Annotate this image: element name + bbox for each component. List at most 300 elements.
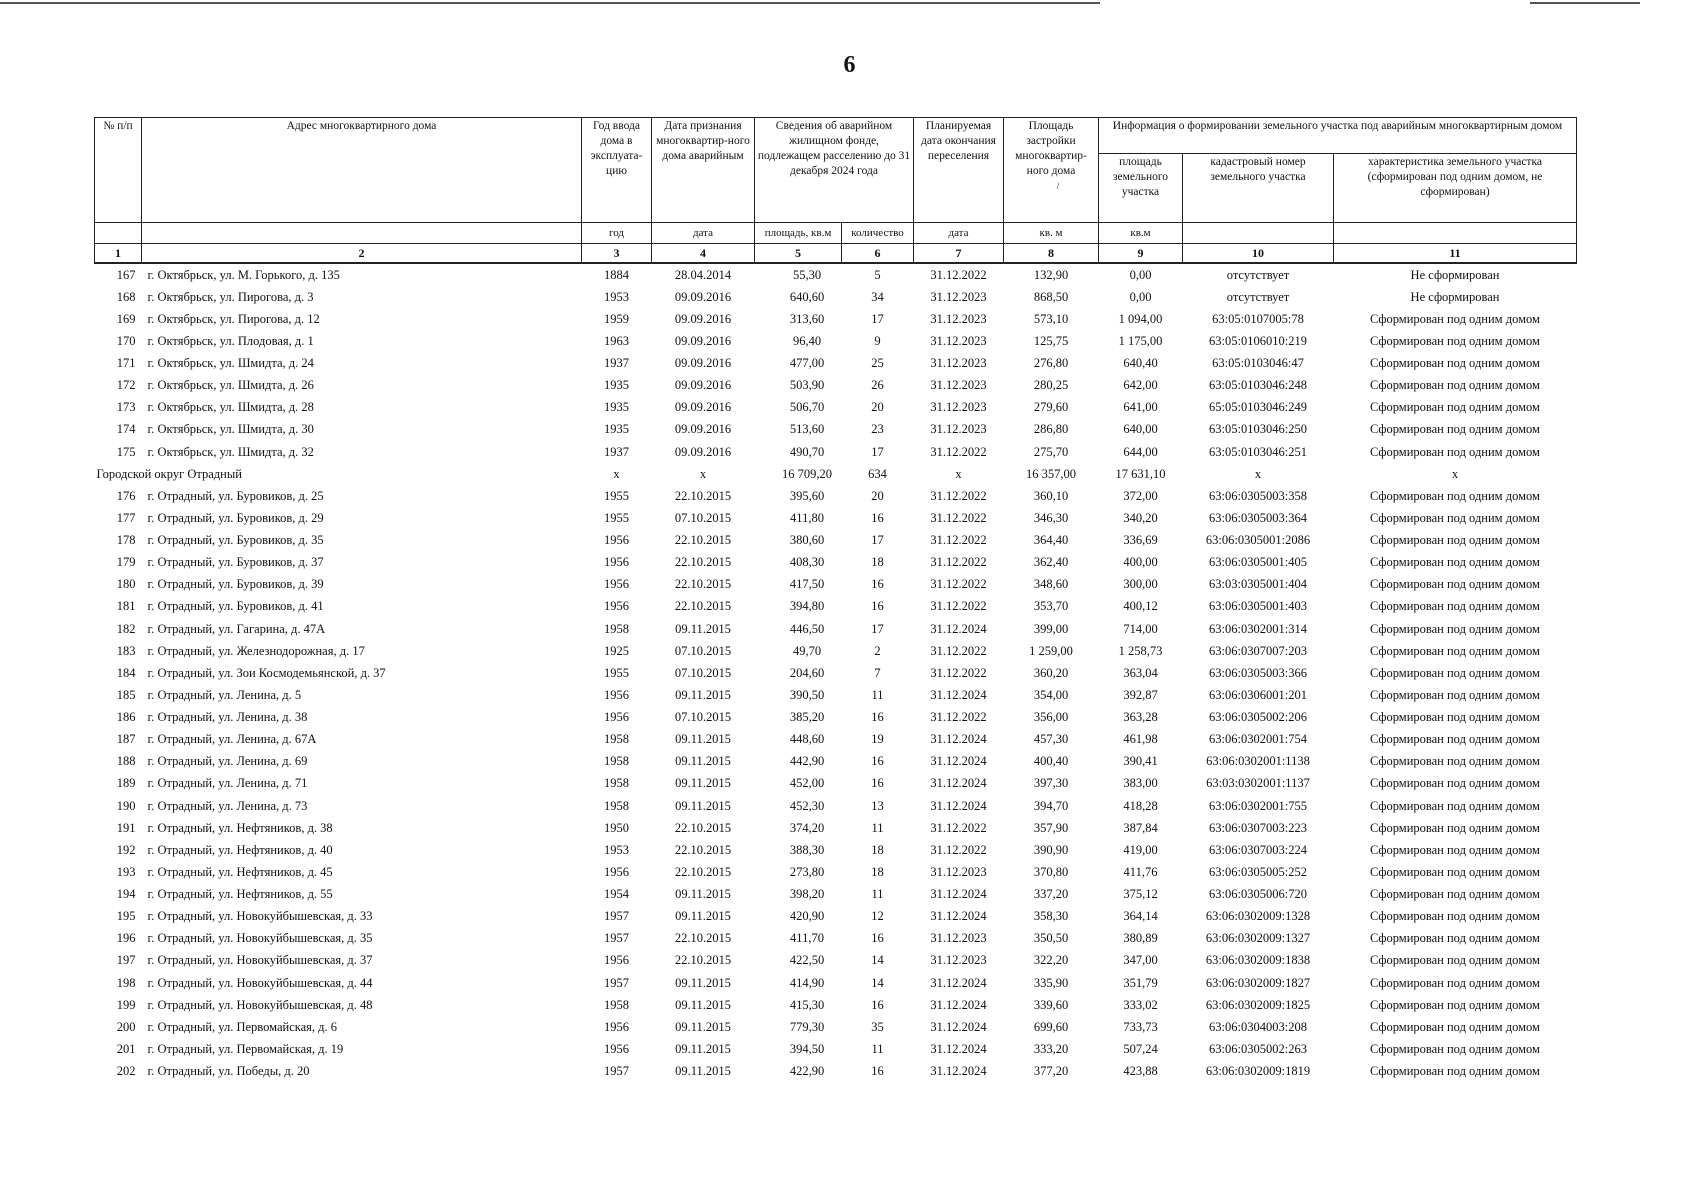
column-number: 9 — [1099, 244, 1183, 264]
cell-build-area: 322,20 — [1033, 953, 1069, 968]
cell-build-area: 400,40 — [1033, 754, 1069, 769]
cell-count: 16 — [871, 599, 884, 614]
cell-build-area: 573,10 — [1033, 311, 1069, 326]
cell-emergency-date: 22.10.2015 — [674, 953, 732, 968]
cell-count: 16 — [871, 931, 884, 946]
cell-index: 196 — [116, 931, 136, 946]
table-row — [95, 375, 1577, 397]
cell-planned-date: 31.12.2022 — [930, 842, 987, 857]
cell-year: 1958 — [604, 776, 629, 791]
column-number: 2 — [142, 244, 582, 264]
unit-area: площадь, кв.м — [755, 223, 842, 244]
cell-emergency-date: 09.11.2015 — [675, 1041, 731, 1056]
unit-land-area: кв.м — [1099, 223, 1183, 244]
cell-planned-date: 31.12.2022 — [930, 710, 987, 725]
header-land-info: Информация о формировании земельного участка под аварийным многоквартирным домом — [1099, 118, 1577, 154]
cell-count: 16 — [871, 776, 884, 791]
cell-index: 180 — [116, 577, 136, 592]
table-row — [95, 263, 1577, 286]
cell-emergency-date: 09.11.2015 — [675, 1064, 731, 1079]
cell-land-area: 372,00 — [1123, 488, 1158, 503]
cell-count: 20 — [871, 488, 884, 503]
cell-count: 18 — [871, 864, 884, 879]
cell-index: 191 — [116, 820, 136, 835]
cell-planned-date: 31.12.2023 — [930, 289, 987, 304]
cell-index: 189 — [116, 776, 136, 791]
cell-planned-date: 31.12.2023 — [930, 378, 987, 393]
cell-land-area: 423,88 — [1123, 1064, 1158, 1079]
cell-count: 5 — [874, 267, 881, 282]
cell-count: 17 — [871, 311, 884, 326]
subtotal-year: x — [613, 466, 620, 481]
subtotal-count: 634 — [868, 466, 887, 481]
cell-index: 202 — [116, 1064, 136, 1079]
cell-cadastral: 63:05:0103046:251 — [1209, 444, 1307, 459]
cell-address: г. Отрадный, ул. Буровиков, д. 41 — [147, 599, 324, 614]
cell-area: 96,40 — [792, 333, 822, 348]
cell-build-area: 275,70 — [1033, 444, 1069, 459]
cell-cadastral: 63:06:0302009:1838 — [1205, 953, 1311, 968]
cell-address: г. Октябрьск, ул. Шмидта, д. 28 — [147, 400, 314, 415]
cell-cadastral: 63:06:0305005:252 — [1209, 864, 1307, 879]
cell-index: 197 — [116, 953, 136, 968]
top-rule — [0, 2, 1100, 4]
cell-area: 640,60 — [789, 289, 825, 304]
cell-cadastral: 63:06:0305002:263 — [1209, 1041, 1307, 1056]
cell-cadastral: 63:06:0307007:203 — [1209, 643, 1307, 658]
cell-emergency-date: 22.10.2015 — [674, 577, 732, 592]
cell-planned-date: 31.12.2022 — [930, 665, 987, 680]
table-row — [95, 972, 1577, 994]
cell-land-area: 1 258,73 — [1118, 643, 1163, 658]
subtotal-characteristic: x — [1451, 466, 1459, 481]
cell-count: 26 — [871, 378, 884, 393]
cell-count: 11 — [871, 820, 884, 835]
cell-count: 9 — [874, 333, 881, 348]
cell-address: г. Отрадный, ул. Новокуйбышевская, д. 37 — [147, 953, 373, 968]
cell-area: 446,50 — [789, 621, 825, 636]
cell-index: 192 — [116, 842, 136, 857]
cell-year: 1956 — [604, 577, 629, 592]
table-row — [95, 751, 1577, 773]
table-row — [95, 552, 1577, 574]
table-row — [95, 684, 1577, 706]
cell-build-area: 1 259,00 — [1029, 643, 1073, 658]
page-number: 6 — [843, 52, 856, 78]
cell-year: 1956 — [604, 687, 629, 702]
cell-planned-date: 31.12.2024 — [930, 887, 987, 902]
cell-build-area: 276,80 — [1033, 356, 1069, 371]
cell-count: 2 — [874, 643, 881, 658]
cell-land-area: 714,00 — [1123, 621, 1158, 636]
cell-address: г. Отрадный, ул. Победы, д. 20 — [147, 1064, 310, 1079]
cell-cadastral: 65:05:0103046:249 — [1209, 400, 1307, 415]
cell-count: 35 — [871, 1019, 884, 1034]
cell-area: 779,30 — [789, 1019, 825, 1034]
cell-cadastral: 63:06:0302001:755 — [1209, 798, 1307, 813]
table-body-oktyabrsk — [95, 263, 1577, 463]
cell-cadastral: отсутствует — [1226, 289, 1290, 304]
cell-address: г. Отрадный, ул. Новокуйбышевская, д. 48 — [147, 997, 373, 1012]
cell-year: 1958 — [604, 798, 629, 813]
cell-area: 452,00 — [789, 776, 825, 791]
cell-year: 1958 — [604, 732, 629, 747]
cell-build-area: 286,80 — [1033, 422, 1069, 437]
cell-characteristic: Сформирован под одним домом — [1370, 909, 1540, 924]
cell-characteristic: Сформирован под одним домом — [1370, 687, 1540, 702]
cell-index: 175 — [116, 444, 136, 459]
cell-index: 199 — [116, 997, 136, 1012]
cell-index: 183 — [116, 643, 136, 658]
cell-emergency-date: 07.10.2015 — [674, 643, 732, 658]
cell-cadastral: 63:06:0305001:2086 — [1205, 533, 1311, 548]
cell-planned-date: 31.12.2022 — [930, 820, 987, 835]
cell-index: 195 — [116, 909, 136, 924]
cell-area: 442,90 — [789, 754, 825, 769]
cell-land-area: 733,73 — [1123, 1019, 1158, 1034]
cell-emergency-date: 28.04.2014 — [674, 267, 732, 282]
cell-address: г. Октябрьск, ул. Пирогова, д. 12 — [147, 311, 320, 326]
cell-emergency-date: 09.09.2016 — [674, 444, 732, 459]
cell-index: 200 — [116, 1019, 136, 1034]
cell-cadastral: 63:06:0302001:754 — [1209, 732, 1307, 747]
cell-build-area: 337,20 — [1033, 887, 1069, 902]
cell-characteristic: Сформирован под одним домом — [1370, 510, 1540, 525]
cell-emergency-date: 09.11.2015 — [675, 1019, 731, 1034]
cell-build-area: 360,20 — [1033, 665, 1069, 680]
cell-land-area: 640,40 — [1123, 356, 1158, 371]
cell-address: г. Отрадный, ул. Буровиков, д. 29 — [147, 510, 324, 525]
cell-emergency-date: 22.10.2015 — [674, 555, 732, 570]
cell-address: г. Отрадный, ул. Буровиков, д. 25 — [147, 488, 324, 503]
cell-year: 1925 — [604, 643, 629, 658]
subtotal-label: Городской округ Отрадный — [96, 466, 242, 481]
cell-build-area: 390,90 — [1033, 842, 1069, 857]
cell-area: 506,70 — [789, 400, 825, 415]
cell-year: 1956 — [604, 710, 629, 725]
cell-cadastral: 63:06:0306001:201 — [1209, 687, 1307, 702]
column-number: 6 — [842, 244, 914, 264]
cell-characteristic: Не сформирован — [1410, 267, 1500, 282]
cell-planned-date: 31.12.2022 — [930, 444, 987, 459]
cell-count: 14 — [871, 953, 884, 968]
cell-characteristic: Сформирован под одним домом — [1370, 975, 1540, 990]
cell-planned-date: 31.12.2023 — [930, 356, 987, 371]
cell-emergency-date: 22.10.2015 — [674, 842, 732, 857]
cell-year: 1884 — [604, 267, 629, 282]
cell-count: 18 — [871, 842, 884, 857]
cell-address: г. Октябрьск, ул. Пирогова, д. 3 — [147, 289, 314, 304]
cell-area: 411,70 — [790, 931, 824, 946]
cell-planned-date: 31.12.2022 — [930, 267, 987, 282]
cell-area: 388,30 — [789, 842, 825, 857]
cell-build-area: 364,40 — [1033, 533, 1069, 548]
cell-area: 49,70 — [792, 643, 822, 658]
cell-land-area: 400,00 — [1123, 555, 1158, 570]
cell-emergency-date: 09.11.2015 — [675, 732, 731, 747]
header-emergency-date: Дата признания многоквартир-ного дома аварийным — [652, 118, 755, 223]
cell-year: 1954 — [604, 887, 629, 902]
cell-build-area: 280,25 — [1033, 378, 1069, 393]
cell-emergency-date: 09.11.2015 — [675, 975, 731, 990]
cell-year: 1957 — [604, 975, 629, 990]
subtotal-plan: x — [955, 466, 962, 481]
cell-emergency-date: 07.10.2015 — [674, 710, 732, 725]
cell-build-area: 457,30 — [1033, 732, 1069, 747]
cell-count: 23 — [871, 422, 884, 437]
cell-area: 398,20 — [789, 887, 825, 902]
cell-index: 169 — [116, 311, 136, 326]
cell-address: г. Отрадный, ул. Первомайская, д. 6 — [147, 1019, 338, 1034]
cell-count: 16 — [871, 510, 884, 525]
cell-year: 1956 — [604, 555, 629, 570]
cell-address: г. Отрадный, ул. Новокуйбышевская, д. 33 — [147, 909, 373, 924]
cell-characteristic: Сформирован под одним домом — [1370, 931, 1540, 946]
cell-planned-date: 31.12.2023 — [930, 931, 987, 946]
table-row — [95, 308, 1577, 330]
cell-area: 313,60 — [789, 311, 825, 326]
cell-count: 17 — [871, 533, 884, 548]
cell-characteristic: Сформирован под одним домом — [1370, 754, 1540, 769]
cell-land-area: 340,20 — [1123, 510, 1158, 525]
cell-land-area: 347,00 — [1123, 953, 1158, 968]
cell-area: 411,80 — [790, 510, 824, 525]
cell-year: 1935 — [604, 422, 629, 437]
cell-build-area: 354,00 — [1033, 687, 1069, 702]
cell-build-area: 132,90 — [1033, 267, 1069, 282]
cell-emergency-date: 07.10.2015 — [674, 665, 732, 680]
cell-build-area: 125,75 — [1033, 333, 1069, 348]
cell-build-area: 394,70 — [1033, 798, 1069, 813]
cell-count: 16 — [871, 710, 884, 725]
cell-area: 422,90 — [789, 1064, 825, 1079]
table-row — [95, 397, 1577, 419]
cell-build-area: 356,00 — [1033, 710, 1069, 725]
cell-area: 204,60 — [789, 665, 825, 680]
cell-characteristic: Сформирован под одним домом — [1370, 1041, 1540, 1056]
cell-cadastral: 63:06:0305003:364 — [1209, 510, 1307, 525]
cell-land-area: 400,12 — [1123, 599, 1158, 614]
cell-area: 452,30 — [789, 798, 825, 813]
cell-area: 394,50 — [789, 1041, 825, 1056]
column-number: 11 — [1334, 244, 1577, 264]
cell-land-area: 336,69 — [1123, 533, 1158, 548]
cell-cadastral: 63:06:0307003:223 — [1209, 820, 1307, 835]
cell-count: 20 — [871, 400, 884, 415]
table-row — [95, 994, 1577, 1016]
cell-index: 187 — [116, 732, 136, 747]
cell-address: г. Отрадный, ул. Ленина, д. 67А — [147, 732, 317, 747]
cell-cadastral: 63:06:0305001:405 — [1209, 555, 1307, 570]
cell-cadastral: 63:06:0307003:224 — [1209, 842, 1307, 857]
cell-characteristic: Сформирован под одним домом — [1370, 732, 1540, 747]
cell-area: 503,90 — [789, 378, 825, 393]
cell-land-area: 387,84 — [1123, 820, 1158, 835]
cell-emergency-date: 09.11.2015 — [675, 798, 731, 813]
cell-year: 1956 — [604, 1041, 629, 1056]
cell-address: г. Отрадный, ул. Нефтяников, д. 55 — [147, 887, 333, 902]
cell-land-area: 418,28 — [1123, 798, 1158, 813]
table-row — [95, 618, 1577, 640]
cell-planned-date: 31.12.2024 — [930, 1019, 987, 1034]
cell-characteristic: Сформирован под одним домом — [1370, 400, 1540, 415]
cell-land-area: 1 175,00 — [1118, 333, 1163, 348]
cell-area: 513,60 — [789, 422, 825, 437]
cell-land-area: 642,00 — [1123, 378, 1158, 393]
cell-index: 186 — [116, 710, 136, 725]
cell-build-area: 346,30 — [1033, 510, 1069, 525]
cell-characteristic: Сформирован под одним домом — [1370, 997, 1540, 1012]
cell-cadastral: 63:06:0305003:366 — [1209, 665, 1307, 680]
cell-address: г. Отрадный, ул. Буровиков, д. 35 — [147, 533, 324, 548]
cell-planned-date: 31.12.2024 — [930, 621, 987, 636]
subtotal-row — [95, 463, 1577, 485]
cell-planned-date: 31.12.2024 — [930, 754, 987, 769]
cell-build-area: 399,00 — [1033, 621, 1069, 636]
table-row — [95, 729, 1577, 751]
cell-emergency-date: 22.10.2015 — [674, 533, 732, 548]
cell-count: 34 — [871, 289, 884, 304]
cell-land-area: 392,87 — [1123, 687, 1158, 702]
cell-build-area: 360,10 — [1033, 488, 1069, 503]
cell-area: 55,30 — [792, 267, 822, 282]
cell-planned-date: 31.12.2022 — [930, 488, 987, 503]
cell-address: г. Октябрьск, ул. Шмидта, д. 32 — [147, 444, 314, 459]
cell-count: 16 — [871, 1064, 884, 1079]
cell-count: 17 — [871, 621, 884, 636]
cell-area: 422,50 — [789, 953, 825, 968]
table-row — [95, 950, 1577, 972]
header-cadastral-number: кадастровый номер земельного участка — [1183, 154, 1334, 223]
cell-characteristic: Сформирован под одним домом — [1370, 953, 1540, 968]
cell-emergency-date: 07.10.2015 — [674, 510, 732, 525]
unit-plan-date: дата — [914, 223, 1004, 244]
cell-index: 176 — [116, 488, 136, 503]
cell-cadastral: 63:05:0103046:250 — [1209, 422, 1307, 437]
cell-area: 417,50 — [789, 577, 825, 592]
cell-planned-date: 31.12.2024 — [930, 732, 987, 747]
cell-land-area: 390,41 — [1123, 754, 1158, 769]
cell-year: 1937 — [604, 444, 629, 459]
cell-planned-date: 31.12.2022 — [930, 643, 987, 658]
cell-land-area: 375,12 — [1123, 887, 1158, 902]
table-row — [95, 640, 1577, 662]
header-emergency-fund: Сведения об аварийном жилищном фонде, подлежащем расселению до 31 декабря 2024 года — [755, 118, 914, 223]
cell-planned-date: 31.12.2022 — [930, 555, 987, 570]
column-number: 10 — [1183, 244, 1334, 264]
table-row — [95, 596, 1577, 618]
cell-build-area: 397,30 — [1033, 776, 1069, 791]
table-row — [95, 419, 1577, 441]
cell-characteristic: Сформирован под одним домом — [1370, 1064, 1540, 1079]
header-land-characteristic: характеристика земельного участка (сформирован под одним домом, не сформирован) — [1334, 154, 1577, 223]
cell-emergency-date: 09.09.2016 — [674, 333, 732, 348]
cell-emergency-date: 22.10.2015 — [674, 599, 732, 614]
cell-index: 184 — [116, 665, 136, 680]
cell-land-area: 0,00 — [1129, 289, 1152, 304]
table-row — [95, 662, 1577, 684]
table-row — [95, 485, 1577, 507]
unit-count: количество — [842, 223, 914, 244]
unit-build-area: кв. м — [1004, 223, 1099, 244]
cell-land-area: 380,89 — [1123, 931, 1158, 946]
cell-year: 1937 — [604, 356, 629, 371]
cell-emergency-date: 22.10.2015 — [674, 820, 732, 835]
header-land-area: площадь земельного участка — [1099, 154, 1183, 223]
header-index: № п/п — [95, 118, 142, 223]
column-number: 3 — [582, 244, 652, 264]
unit-empty — [142, 223, 582, 244]
cell-index: 172 — [116, 378, 136, 393]
table-row — [95, 928, 1577, 950]
header-planned-date: Планируемая дата окончания переселения — [914, 118, 1004, 223]
header-build-area — [1004, 118, 1099, 223]
cell-count: 11 — [871, 1041, 884, 1056]
cell-address: г. Отрадный, ул. Буровиков, д. 39 — [147, 577, 324, 592]
cell-year: 1950 — [604, 820, 629, 835]
cell-year: 1963 — [604, 333, 629, 348]
cell-area: 420,90 — [789, 909, 825, 924]
cell-characteristic: Сформирован под одним домом — [1370, 333, 1540, 348]
cell-index: 190 — [116, 798, 136, 813]
cell-index: 185 — [116, 687, 136, 702]
cell-emergency-date: 09.09.2016 — [674, 289, 732, 304]
cell-area: 414,90 — [789, 975, 825, 990]
cell-address: г. Отрадный, ул. Ленина, д. 69 — [147, 754, 308, 769]
cell-planned-date: 31.12.2024 — [930, 1041, 987, 1056]
cell-characteristic: Сформирован под одним домом — [1370, 842, 1540, 857]
table-body-otradny — [95, 485, 1577, 1082]
cell-planned-date: 31.12.2023 — [930, 422, 987, 437]
cell-planned-date: 31.12.2022 — [930, 599, 987, 614]
cell-planned-date: 31.12.2023 — [930, 333, 987, 348]
subtotal-section — [95, 463, 1577, 485]
cell-characteristic: Не сформирован — [1410, 289, 1500, 304]
table-row — [95, 884, 1577, 906]
cell-count: 11 — [871, 887, 884, 902]
cell-address: г. Отрадный, ул. Ленина, д. 5 — [147, 687, 302, 702]
cell-land-area: 363,04 — [1123, 665, 1158, 680]
cell-area: 395,60 — [789, 488, 825, 503]
cell-address: г. Октябрьск, ул. М. Горького, д. 135 — [147, 267, 340, 282]
table-row — [95, 507, 1577, 529]
cell-build-area: 357,90 — [1033, 820, 1069, 835]
cell-area: 273,80 — [789, 864, 825, 879]
cell-index: 173 — [116, 400, 136, 415]
cell-characteristic: Сформирован под одним домом — [1370, 643, 1540, 658]
cell-count: 11 — [871, 687, 884, 702]
cell-area: 477,00 — [789, 356, 825, 371]
cell-characteristic: Сформирован под одним домом — [1370, 820, 1540, 835]
table-row — [95, 530, 1577, 552]
cell-characteristic: Сформирован под одним домом — [1370, 621, 1540, 636]
cell-characteristic: Сформирован под одним домом — [1370, 887, 1540, 902]
cell-year: 1935 — [604, 378, 629, 393]
cell-year: 1956 — [604, 1019, 629, 1034]
table-row — [95, 286, 1577, 308]
cell-land-area: 411,76 — [1123, 864, 1158, 879]
cell-emergency-date: 22.10.2015 — [674, 931, 732, 946]
cell-emergency-date: 09.11.2015 — [675, 997, 731, 1012]
cell-area: 394,80 — [789, 599, 825, 614]
cell-planned-date: 31.12.2023 — [930, 311, 987, 326]
cell-characteristic: Сформирован под одним домом — [1370, 776, 1540, 791]
cell-address: г. Отрадный, ул. Нефтяников, д. 38 — [147, 820, 333, 835]
cell-cadastral: 63:06:0302001:1138 — [1206, 754, 1310, 769]
cell-land-area: 419,00 — [1123, 842, 1158, 857]
cell-land-area: 640,00 — [1123, 422, 1158, 437]
cell-cadastral: 63:06:0305001:403 — [1209, 599, 1307, 614]
